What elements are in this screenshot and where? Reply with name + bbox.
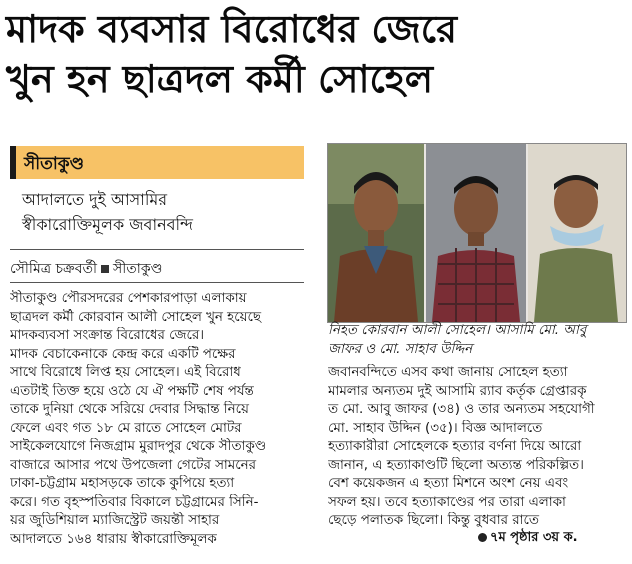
article-line: ছেড়ে পলাতক ছিলো। কিন্তু বুধবার রাতে — [328, 513, 539, 528]
article-line: করে। গত বৃহস্পতিবার বিকালে চট্টগ্রামের সিনি- — [10, 494, 259, 510]
article-line: বেশ কয়েকজন এ হত্যা মিশনে অংশ নেয় এবং — [328, 476, 569, 491]
article-line: মাদকব্যবসা সংক্রান্ত বিরোধের জেরে। — [10, 328, 205, 343]
bullet-dot-icon — [478, 533, 487, 542]
article-line: মাদক বেচাকেনাকে কেন্দ্র করে একটি পক্ষের — [10, 346, 236, 362]
headline — [6, 4, 626, 104]
article-line: বাজারে আসার পথে উপজেলা গেটের সামনের — [10, 457, 256, 473]
location-tag-label: সীতাকুণ্ড — [24, 154, 85, 174]
continuation-text: ৭ম পৃষ্ঠার ৩য় ক. — [490, 530, 578, 545]
continuation-note — [478, 528, 578, 549]
subheadline — [22, 187, 304, 237]
article-line: সাথে বিরোধে লিপ্ত হয় সোহেল। এই বিরোধ — [10, 365, 241, 380]
article-line: য়র জুডিশিয়াল ম্যাজিস্ট্রেট জয়ন্তী সাহার — [10, 513, 220, 528]
divider — [10, 282, 304, 283]
article-line: মামলার অন্যতম দুই আসামি র‍্যাব কর্তৃক গ্রেপ্তারকৃ — [328, 383, 587, 399]
article-line: সফল হয়। তবে হত্যাকাণ্ডের পর তারা এলাকা — [328, 494, 566, 510]
byline-author: সৌমিত্র চক্রবর্তী — [10, 261, 98, 277]
article-line: তাকে দুনিয়া থেকে সরিয়ে দেবার সিদ্ধান্ত নিয়ে — [10, 402, 249, 417]
article-line: জবানবন্দিতে এসব কথা জানায় সোহেল হত্যা — [328, 365, 568, 380]
article-line: ত মো. আবু জাফর (৩৪) ও তার অন্যতম সহযোগী — [328, 402, 595, 417]
suspects-photo — [327, 143, 627, 323]
article-line: এতটাই তিক্ত হয়ে ওঠে যে ঐ পক্ষটি শেষ পর্যন্ত — [10, 383, 254, 399]
tag-accent-bar — [10, 146, 16, 179]
photo-illustration — [328, 144, 626, 322]
article-line: সীতাকুণ্ড পৌরসদরের পেশকারপাড়া এলাকায় — [10, 291, 247, 306]
square-bullet-icon — [101, 265, 109, 273]
article-line: জানান, এ হত্যাকাণ্ডটি ছিলো অত্যন্ত পরিকল্পিত। — [328, 457, 584, 473]
byline — [10, 257, 163, 281]
headline-line-1: মাদক ব্যবসার বিরোধের জেরে — [6, 7, 457, 51]
article-line: ফেলে এবং গত ১৮ মে রাতে সোহেল মোটর — [10, 420, 242, 436]
article-body-left — [10, 290, 306, 549]
article-body-right — [328, 364, 626, 531]
subheadline-line-1: আদালতে দুই আসামির — [22, 190, 168, 209]
article-line: হত্যাকারীরা সোহেলকে হত্যার বর্ণনা দিয়ে আরো — [328, 439, 582, 454]
article-line: ঢাকা-চট্টগ্রাম মহাসড়কে তাকে কুপিয়ে হত্যা — [10, 476, 235, 491]
article-line: মো. সাহাব উদ্দিন (৩৫)। বিজ্ঞ আদালতে — [328, 420, 543, 436]
article-line: সাইকেলযোগে নিজগ্রাম মুরাদপুর থেকে সীতাকুণ্ড — [10, 439, 267, 454]
article-line: ছাত্রদল কর্মী কোরবান আলী সোহেল খুন হয়েছে — [10, 309, 261, 325]
divider — [10, 249, 304, 250]
headline-line-2: খুন হন ছাত্রদল কর্মী সোহেল — [6, 57, 434, 101]
byline-place: সীতাকুণ্ড — [113, 261, 163, 277]
location-tag — [10, 146, 304, 179]
photo-caption — [328, 322, 626, 359]
caption-line-1: নিহত কোরবান আলী সোহেল। আসামি মো. আবু — [328, 323, 587, 338]
article-line: আদালতে ১৬৪ ধারায় স্বীকারোক্তিমূলক — [10, 531, 217, 547]
caption-line-2: জাফর ও মো. সাহাব উদ্দিন — [328, 341, 473, 357]
subheadline-line-2: স্বীকারোক্তিমূলক জবানবন্দি — [22, 215, 193, 234]
